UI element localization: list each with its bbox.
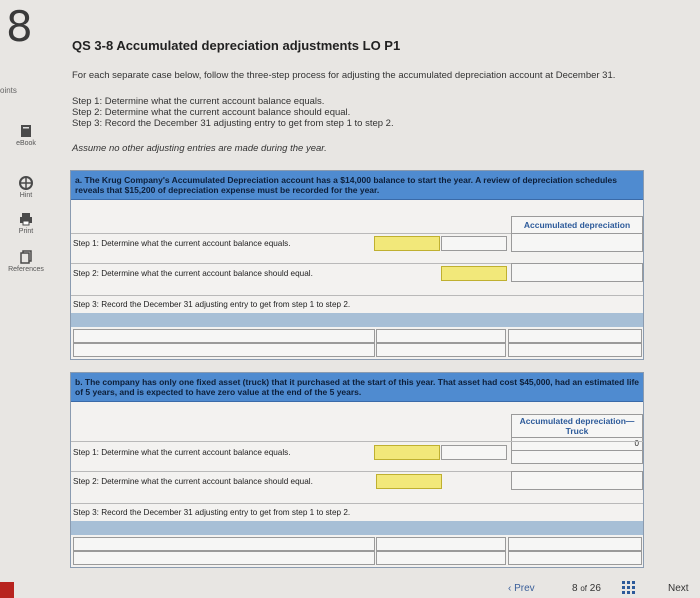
step3-label: Step 3: Record the December 31 adjusting entry to get from step 1 to step 2. (73, 300, 351, 309)
step2-label: Step 2: Determine what the current account balance should equal. (73, 269, 313, 278)
part-b-step3-row (71, 503, 643, 522)
part-b-panel (70, 372, 644, 568)
part-a-step2-row (71, 263, 643, 282)
part-b-step1-cell[interactable] (441, 445, 507, 460)
page-current: 8 (572, 583, 578, 594)
part-a-header: a. The Krug Company's Accumulated Depreciation account has a $14,000 balance to start the year. A review of depreciation schedules reveals that $15,200 of depreciation expense must be recorded for the year. (71, 171, 643, 200)
part-b-step2-balance[interactable] (511, 471, 643, 490)
printer-icon (19, 212, 33, 226)
book-icon (20, 124, 32, 138)
part-b-step1-balance[interactable] (511, 450, 643, 464)
part-b-entry-debit-2[interactable] (376, 551, 506, 565)
part-b-entry-account-2[interactable] (73, 551, 375, 565)
prev-button[interactable] (508, 583, 535, 594)
next-button[interactable] (668, 583, 689, 594)
references-label: References (8, 266, 44, 273)
print-label: Print (18, 228, 34, 235)
step3-label: Step 3: Record the December 31 adjusting entry to get from step 1 to step 2. (73, 508, 351, 517)
part-a-entry-credit[interactable] (508, 329, 642, 343)
points-label: oints (0, 86, 17, 95)
part-b-entry-band (71, 521, 643, 535)
part-b-step1-input[interactable] (374, 445, 440, 460)
part-a-panel (70, 170, 644, 360)
instructions-text: For each separate case below, follow the three-step process for adjusting the accumulated depreciation account at December 31. (72, 70, 616, 81)
part-a-step1-cell[interactable] (441, 236, 507, 251)
step-item: Step 2: Determine what the current account balance should equal. (72, 107, 351, 118)
part-a-step2-input[interactable] (441, 266, 507, 281)
part-a-entry-debit-2[interactable] (376, 343, 506, 357)
part-b-header: b. The company has only one fixed asset (truck) that it purchased at the start of this year. That asset had cost $45,000, had an estimated life of 5 years, and is expected to have zero value at the end of the 5 years. (71, 373, 643, 402)
part-b-opening-value: 0 (634, 439, 639, 448)
part-b-entry-credit-2[interactable] (508, 551, 642, 565)
part-a-entry-debit[interactable] (376, 329, 506, 343)
ebook-label: eBook (16, 140, 36, 147)
globe-icon (19, 176, 33, 190)
page-indicator (572, 583, 601, 594)
step1-label: Step 1: Determine what the current account balance equals. (73, 239, 291, 248)
part-b-step1-row (71, 441, 643, 460)
assumption-note: Assume no other adjusting entries are made during the year. (72, 143, 327, 154)
chevron-left-icon: ‹ (508, 583, 515, 594)
question-title: QS 3-8 Accumulated depreciation adjustments LO P1 (72, 38, 401, 53)
part-b-column-header-line2: Truck (565, 426, 589, 436)
step-item: Step 3: Record the December 31 adjusting entry to get from step 1 to step 2. (72, 118, 394, 129)
prev-label: Prev (514, 583, 535, 594)
print-link[interactable] (0, 212, 52, 235)
hint-link[interactable] (0, 176, 52, 199)
hint-label: Hint (19, 192, 33, 199)
steps-list (72, 96, 394, 129)
page-of: of (580, 584, 588, 593)
next-label: Next (668, 583, 689, 594)
part-b-entry-account[interactable] (73, 537, 375, 551)
ebook-link[interactable] (0, 124, 52, 147)
part-a-column-header: Accumulated depreciation (511, 216, 643, 234)
part-a-entry-account-2[interactable] (73, 343, 375, 357)
part-b-column-header (511, 414, 643, 439)
part-b-entry-debit[interactable] (376, 537, 506, 551)
part-a-step1-input[interactable] (374, 236, 440, 251)
part-b-step2-row (71, 471, 643, 490)
part-b-column-header-line1: Accumulated depreciation— (519, 416, 635, 426)
question-number: 8 (6, 2, 33, 51)
part-a-step2-balance[interactable] (511, 263, 643, 282)
footer-nav (0, 576, 700, 598)
part-b-entry-credit[interactable] (508, 537, 642, 551)
part-b-step2-input[interactable] (376, 474, 442, 489)
part-a-step3-row (71, 295, 643, 314)
step1-label: Step 1: Determine what the current account balance equals. (73, 448, 291, 457)
step-item: Step 1: Determine what the current account balance equals. (72, 96, 325, 107)
part-a-entry-band (71, 313, 643, 327)
page-total: 26 (589, 583, 601, 594)
references-link[interactable] (0, 250, 52, 273)
step2-label: Step 2: Determine what the current account balance should equal. (73, 477, 313, 486)
part-a-entry-account[interactable] (73, 329, 375, 343)
copy-icon (20, 250, 32, 264)
grid-icon[interactable] (622, 581, 636, 595)
part-a-step1-balance[interactable] (511, 233, 643, 252)
part-a-entry-credit-2[interactable] (508, 343, 642, 357)
part-a-step1-row (71, 233, 643, 252)
